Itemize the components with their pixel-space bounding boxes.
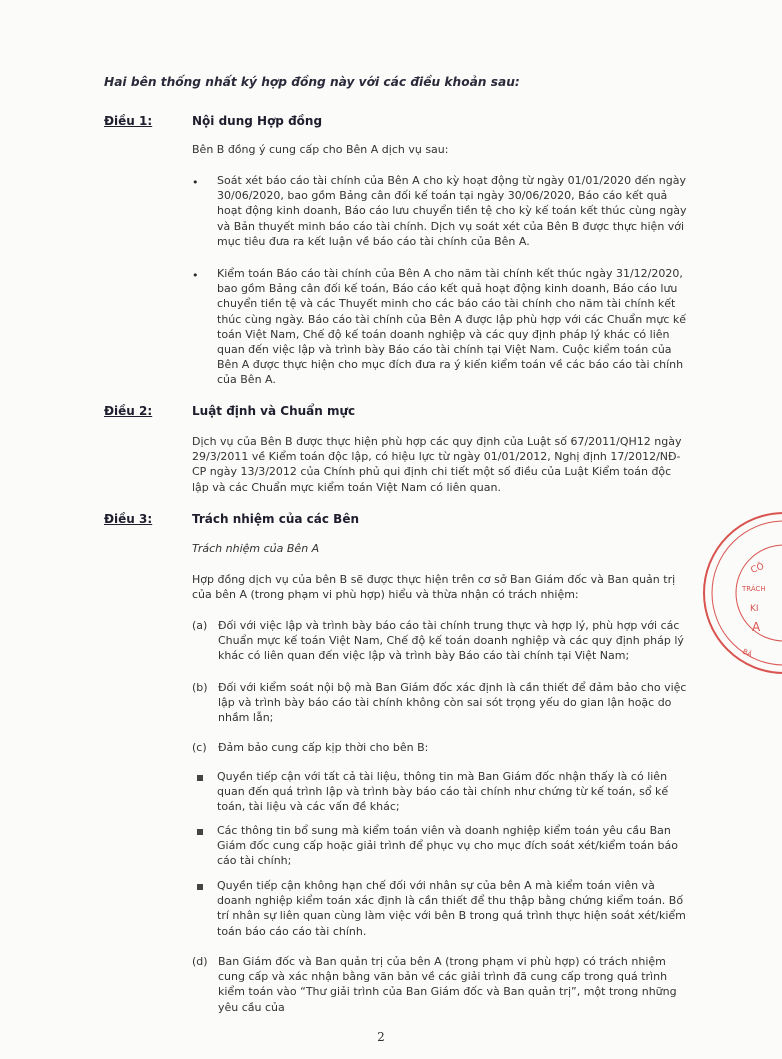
square-bullet-icon xyxy=(197,775,203,781)
sub-bullet-3: Quyền tiếp cận không hạn chế đối với nhân sự của bên A mà kiểm toán viên và doanh nghiệp kiểm toán xác định là cần thiết để thu thập bằng chứng kiểm toán. Bố trí nhân sự liên quan cùng làm việc với bên B trong quá trình thực hiện soát xét/kiểm toán báo cáo cáo tài chính. xyxy=(217,879,686,938)
article-3-subtitle: Trách nhiệm của Bên A xyxy=(192,542,320,555)
item-a-label: (a) xyxy=(192,619,208,632)
bullet-dot: • xyxy=(192,269,199,282)
svg-text:A: A xyxy=(752,620,761,634)
sub-bullet-2: Các thông tin bổ sung mà kiểm toán viên và doanh nghiệp kiểm toán yêu cầu Ban Giám đốc cung cấp hoặc giải trình để phục vụ cho mục đích soát xét/kiểm toán báo cáo tài chính; xyxy=(217,824,678,868)
article-1-bullet-1: Soát xét báo cáo tài chính của Bên A cho kỳ hoạt động từ ngày 01/01/2020 đến ngày 30/06/2020, bao gồm Bảng cân đối kế toán tại ngày 30/06/2020, Báo cáo kết quả hoạt động kinh doanh, Báo cáo lưu chuyển tiền tệ cho kỳ kế toán kết thúc cùng ngày và Bản thuyết minh báo cáo tài chính. Dịch vụ soát xét của Bên B được thực hiện với mục tiêu đưa ra kết luận về báo cáo tài chính của Bên A. xyxy=(217,174,687,248)
item-b-text: Đối với kiểm soát nội bộ mà Ban Giám đốc xác định là cần thiết để đảm bảo cho việc lập và trình bày báo cáo tài chính không còn sai sót trọng yếu do gian lận hoặc do nhầm lẫn; xyxy=(218,681,687,725)
svg-text:CÔ: CÔ xyxy=(749,561,766,576)
article-2-label: Điều 2: xyxy=(104,404,153,418)
article-2-title: Luật định và Chuẩn mực xyxy=(192,404,356,418)
item-c-text: Đảm bảo cung cấp kịp thời cho bên B: xyxy=(218,741,429,754)
intro-heading: Hai bên thống nhất ký hợp đồng này với các điều khoản sau: xyxy=(104,75,520,89)
article-1-bullet-2: Kiểm toán Báo cáo tài chính của Bên A cho năm tài chính kết thúc ngày 31/12/2020, bao gồm Bảng cân đối kế toán, Báo cáo kết quả hoạt động kinh doanh, Báo cáo lưu chuyển tiền tệ và các Thuyết minh cho các báo cáo tài chính cho năm tài chính kết thúc cùng ngày. Báo cáo tài chính của Bên A được lập phù hợp với các Chuẩn mực kế toán Việt Nam, Chế độ kế toán doanh nghiệp và các quy định pháp lý khác có liên quan đến việc lập và trình bày Báo cáo tài chính tại Việt Nam. Cuộc kiểm toán của Bên A được thực hiện cho mục đích đưa ra ý kiến kiểm toán về các báo cáo tài chính của Bên A. xyxy=(217,267,687,387)
svg-text:BÀ: BÀ xyxy=(741,647,754,659)
article-3-label: Điều 3: xyxy=(104,512,153,526)
item-c-label: (c) xyxy=(192,741,207,754)
page-number: 2 xyxy=(377,1030,385,1044)
item-d-text: Ban Giám đốc và Ban quản trị của bên A (trong phạm vi phù hợp) có trách nhiệm cung cấp và xác nhận bằng văn bản về các giải trình đã cung cấp trong quá trình kiểm toán vào “Thư giải trình của Ban Giám đốc và Ban quản trị”, một trong những yêu cầu của xyxy=(218,955,677,1014)
company-stamp-icon xyxy=(722,503,782,683)
sub-bullet-1: Quyền tiếp cận với tất cả tài liệu, thông tin mà Ban Giám đốc nhận thấy là có liên quan đến quá trình lập và trình bày báo cáo tài chính như chứng từ kế toán, sổ kế toán, tài liệu và các vấn đề khác; xyxy=(217,770,669,814)
svg-text:KI: KI xyxy=(750,604,759,614)
item-a-text: Đối với việc lập và trình bày báo cáo tài chính trung thực và hợp lý, phù hợp với các Chuẩn mực kế toán Việt Nam, Chế độ kế toán doanh nghiệp và các quy định pháp lý khác có liên quan đến việc lập và trình bày Báo cáo tài chính tại Việt Nam; xyxy=(218,619,684,663)
svg-text:TRÁCH: TRÁCH xyxy=(742,585,766,593)
item-b-label: (b) xyxy=(192,681,208,694)
bullet-dot: • xyxy=(192,176,199,189)
item-d-label: (d) xyxy=(192,955,208,968)
article-1-label: Điều 1: xyxy=(104,114,153,128)
square-bullet-icon xyxy=(197,884,203,890)
article-1-title: Nội dung Hợp đồng xyxy=(192,114,323,128)
square-bullet-icon xyxy=(197,829,203,835)
article-3-title: Trách nhiệm của các Bên xyxy=(192,512,359,526)
article-1-paragraph: Bên B đồng ý cung cấp cho Bên A dịch vụ sau: xyxy=(192,143,449,156)
article-2-paragraph: Dịch vụ của Bên B được thực hiện phù hợp các quy định của Luật số 67/2011/QH12 ngày 29/3/2011 về Kiểm toán độc lập, có hiệu lực từ ngày 01/01/2012, Nghị định 17/2012/NĐ-CP ngày 13/3/2012 của Chính phủ qui định chi tiết một số điều của Luật Kiểm toán độc lập và các Chuẩn mực kiểm toán Việt Nam có liên quan. xyxy=(192,435,682,494)
article-3-paragraph: Hợp đồng dịch vụ của bên B sẽ được thực hiện trên cơ sở Ban Giám đốc và Ban quản trị của bên A (trong phạm vi phù hợp) hiểu và thừa nhận có trách nhiệm: xyxy=(192,573,676,602)
